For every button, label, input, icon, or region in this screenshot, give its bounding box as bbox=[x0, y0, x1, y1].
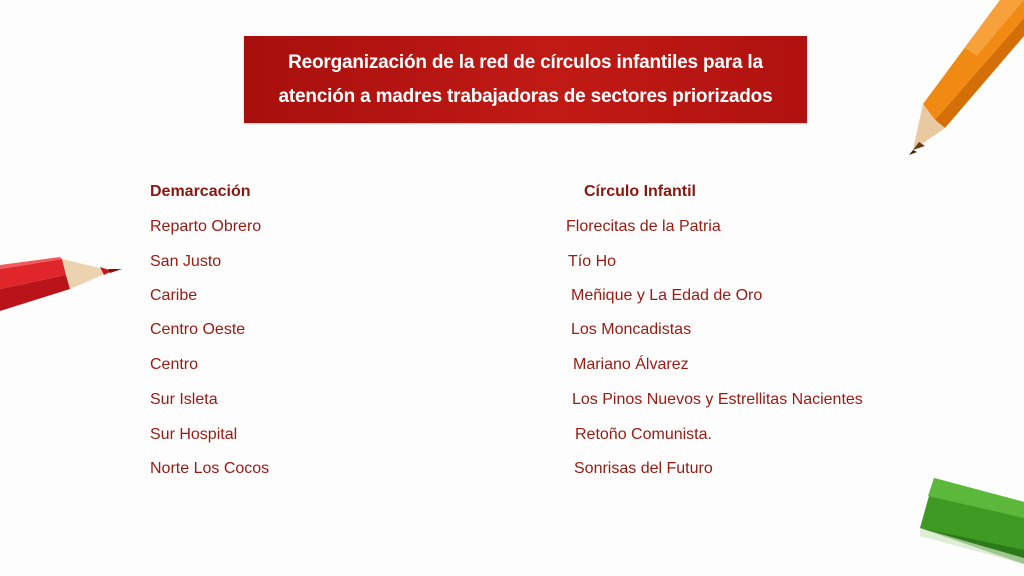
demarcacion-cell: Reparto Obrero bbox=[150, 218, 262, 235]
title-banner bbox=[244, 36, 807, 123]
circulo-cell: Mariano Álvarez bbox=[573, 356, 689, 373]
circulo-cell: Tío Ho bbox=[568, 253, 617, 270]
header-circulo-infantil: Círculo Infantil bbox=[584, 183, 696, 200]
circulo-cell: Los Pinos Nuevos y Estrellitas Nacientes bbox=[572, 391, 863, 408]
orange-pencil-icon bbox=[905, 0, 1024, 158]
demarcacion-cell: Norte Los Cocos bbox=[150, 460, 270, 477]
title-line-2: atención a madres trabajadoras de sectores priorizados bbox=[278, 85, 773, 107]
demarcacion-cell: San Justo bbox=[150, 253, 222, 270]
demarcacion-cell: Centro Oeste bbox=[150, 321, 246, 338]
green-pencil-icon bbox=[920, 478, 1024, 564]
demarcacion-cell: Centro bbox=[150, 356, 199, 373]
demarcacion-cell: Sur Hospital bbox=[150, 426, 238, 443]
demarcacion-cell: Caribe bbox=[150, 287, 198, 304]
circulo-cell: Florecitas de la Patria bbox=[566, 218, 721, 235]
circulo-cell: Los Moncadistas bbox=[571, 321, 692, 338]
circulo-cell: Retoño Comunista. bbox=[575, 426, 712, 443]
circulo-cell: Meñique y La Edad de Oro bbox=[571, 287, 763, 304]
circulo-cell: Sonrisas del Futuro bbox=[574, 460, 713, 477]
red-pencil-icon bbox=[0, 255, 125, 317]
header-demarcacion: Demarcación bbox=[150, 183, 251, 200]
title-line-1: Reorganización de la red de círculos infantiles para la bbox=[288, 51, 763, 73]
demarcacion-cell: Sur Isleta bbox=[150, 391, 218, 408]
